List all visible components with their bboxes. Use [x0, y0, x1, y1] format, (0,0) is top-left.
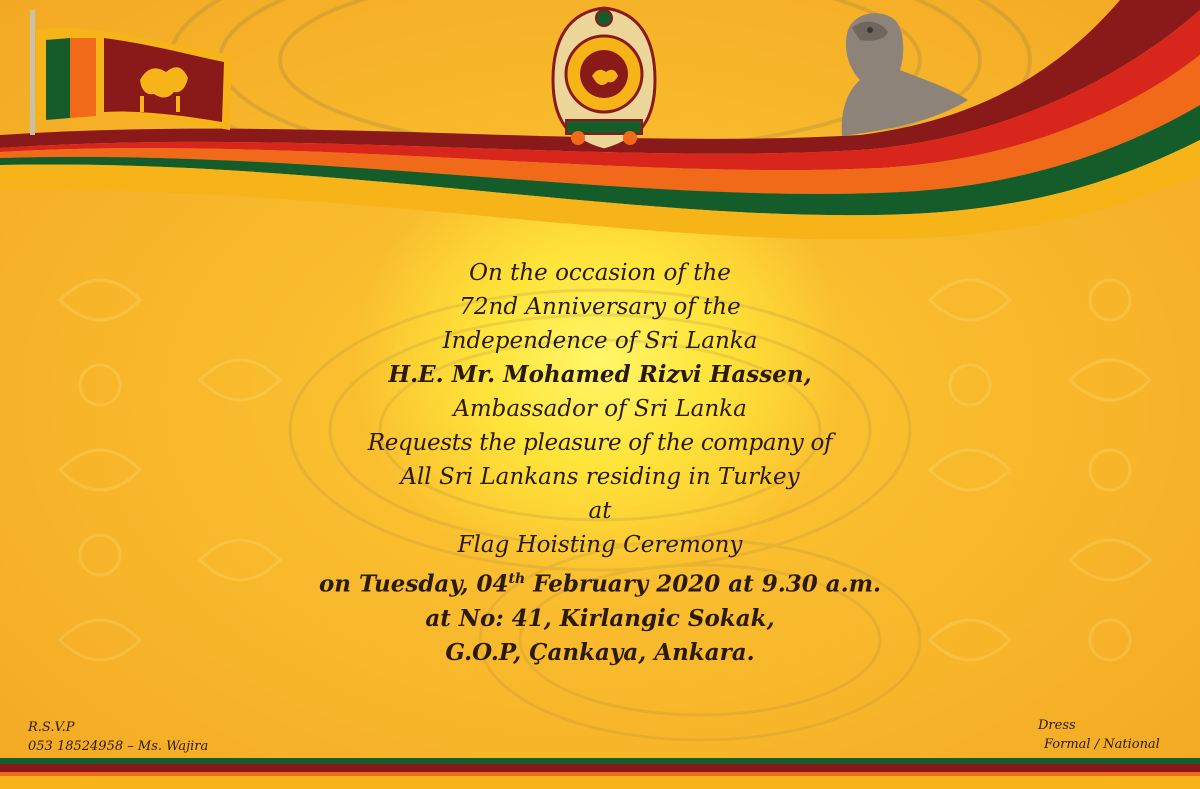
flag-pole [30, 10, 35, 135]
rsvp-contact: 053 18524958 – Ms. Wajira [28, 739, 209, 754]
event-name: Flag Hoisting Ceremony [457, 532, 743, 558]
rsvp-label: R.S.V.P [28, 720, 75, 735]
at-line: at [588, 498, 612, 524]
request-line: Requests the pleasure of the company of [367, 430, 833, 456]
event-date: on Tuesday, 04th February 2020 at 9.30 a.m. [318, 570, 882, 598]
invitation-text [300, 256, 900, 670]
anniversary-line: 72nd Anniversary of the [459, 294, 741, 320]
dress-code-block [1038, 716, 1160, 754]
occasion-line: On the occasion of the [469, 260, 731, 286]
host-name: H.E. Mr. Mohamed Rizvi Hassen, [388, 361, 812, 388]
border-gold [0, 776, 1200, 789]
dress-value: Formal / National [1044, 737, 1160, 752]
dress-label: Dress [1038, 718, 1076, 733]
border-green [0, 758, 1200, 764]
national-emblem-icon [553, 8, 655, 150]
host-title: Ambassador of Sri Lanka [453, 396, 747, 422]
address-line-1: at No: 41, Kirlangic Sokak, [425, 604, 775, 632]
border-maroon [0, 764, 1200, 772]
independence-line: Independence of Sri Lanka [442, 328, 758, 354]
rsvp-block [28, 718, 208, 756]
address-line-2: G.O.P, Çankaya, Ankara. [445, 638, 755, 666]
sri-lanka-flag-icon [36, 28, 232, 130]
invitees-line: All Sri Lankans residing in Turkey [400, 464, 800, 490]
border-orange [0, 772, 1200, 776]
